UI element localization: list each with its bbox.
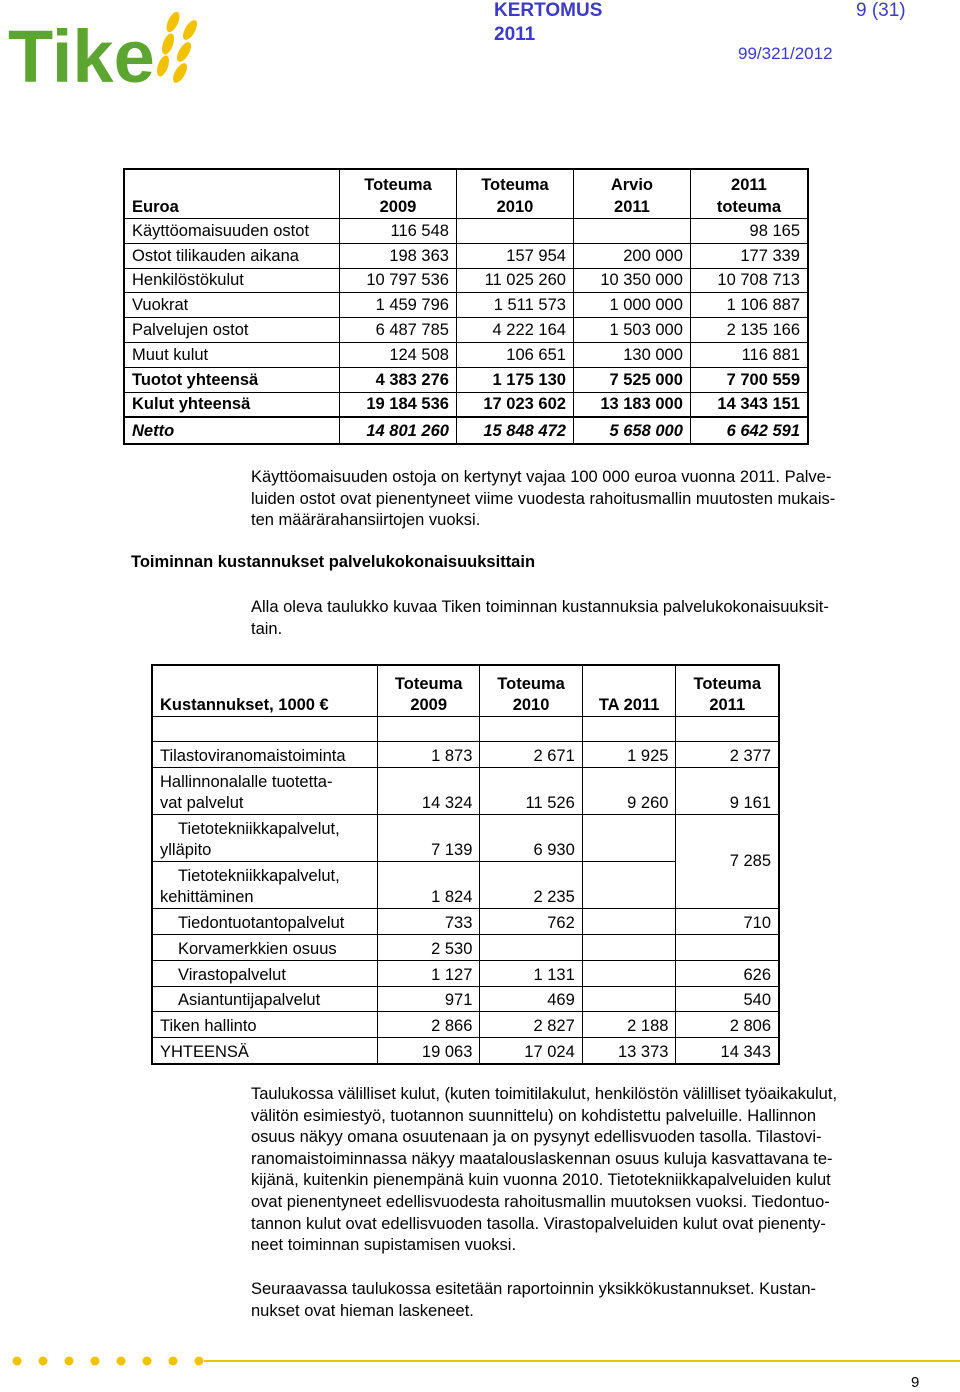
paragraph-indirect-costs: Taulukossa välilliset kulut, (kuten toimitilakulut, henkilöstön välilliset työaikakulut, välitön esimiestyö, tuotannon suunnittelu) on kohdistettu palveluille. Hallinnon osuus näkyy omana osuutenaan ja on pysynyt edellisvuoden tasolla. Tilastovi- ranomaistoiminnassa näkyy maatalouslaskennan osuus kuluja kasvattavana te- kijänä, kuitenkin pienempänä kuin vuonna 2010. Tietotekniikkapalveluiden kulut ovat pienentyneet edellisvuodesta rahoitusmallin muutoksen vuoksi. Tiedontuo- tannon kulut ovat edellisvuoden tasolla. Virastopalveluiden kulut ovat pienenty- neet toiminnan supistamisen vuoksi. (251, 1085, 838, 1255)
cell-value: 7 700 559 (690, 367, 808, 392)
cell-value: 11 025 260 (456, 268, 573, 293)
cell-value: 1 511 573 (456, 293, 573, 318)
cell-value: 2 806 (676, 1012, 779, 1038)
cell-value: 2 827 (480, 1012, 582, 1038)
cell-value: 1 925 (582, 742, 676, 768)
cell-value: 6 642 591 (690, 417, 808, 444)
cell-value (582, 960, 676, 986)
row-label: Tiken hallinto (152, 1012, 378, 1038)
page-info: 9 (31) (856, 0, 906, 21)
paragraph-table-intro: Alla oleva taulukko kuvaa Tiken toiminnan kustannuksia palvelukokonaisuuksit- tain. (251, 598, 829, 638)
merged-it-total: 7 285 (676, 814, 779, 908)
wheat-icon (155, 10, 200, 85)
cell-value: 1 503 000 (573, 318, 690, 343)
row-label: Asiantuntijapalvelut (152, 986, 378, 1012)
logo-text: Tike (8, 15, 155, 88)
cell-value (582, 908, 676, 934)
cell-value: 14 343 151 (690, 392, 808, 417)
row-label: Kulut yhteensä (124, 392, 340, 417)
table-row (124, 293, 808, 318)
cell-value: 1 824 (378, 861, 480, 908)
column-header: Kustannukset, 1000 € (152, 665, 378, 717)
row-label: Vuokrat (124, 293, 340, 318)
cell-value (573, 219, 690, 244)
cell-value: 13 373 (582, 1038, 676, 1065)
cell-value: 14 801 260 (340, 417, 457, 444)
cell-value (676, 934, 779, 960)
column-header: Toteuma 2009 (378, 665, 480, 717)
cell-value (582, 934, 676, 960)
cell-value: 1 106 887 (690, 293, 808, 318)
row-label: Muut kulut (124, 342, 340, 367)
cell-value: 971 (378, 986, 480, 1012)
cell-value: 17 024 (480, 1038, 582, 1065)
row-label: Ostot tilikauden aikana (124, 243, 340, 268)
column-header: Toteuma 2010 (480, 665, 582, 717)
cell-value: 7 525 000 (573, 367, 690, 392)
cell-value: 2 188 (582, 1012, 676, 1038)
cell-value: 5 658 000 (573, 417, 690, 444)
table-row (152, 767, 779, 814)
cell-value: 2 530 (378, 934, 480, 960)
table-row (124, 243, 808, 268)
cell-value: 198 363 (340, 243, 457, 268)
cell-value: 2 671 (480, 742, 582, 768)
spacer-row (152, 717, 779, 742)
table-row (152, 986, 779, 1012)
cell-value: 9 260 (582, 767, 676, 814)
doc-year-label: 2011 (494, 24, 536, 45)
doc-type-label: KERTOMUS (494, 0, 603, 21)
row-label: Tuotot yhteensä (124, 367, 340, 392)
cell-value: 4 222 164 (456, 318, 573, 343)
cell-value: 1 127 (378, 960, 480, 986)
cell-value: 733 (378, 908, 480, 934)
cell-value: 1 175 130 (456, 367, 573, 392)
table-row (152, 814, 779, 861)
cell-value: 10 350 000 (573, 268, 690, 293)
cost-table-euros (123, 168, 809, 445)
column-header: 2011 toteuma (690, 169, 808, 219)
cell-value: 14 324 (378, 767, 480, 814)
row-label: YHTEENSÄ (152, 1038, 378, 1065)
paragraph-asset-purchases: Käyttöomaisuuden ostoja on kertynyt vajaa 100 000 euroa vuonna 2011. Palve- luiden ostot ovat pienentyneet viime vuodesta rahoitusmallin muutosten mukais- ten määrärahansiirtojen vuoksi. (251, 468, 836, 530)
table-row-total (152, 1038, 779, 1065)
cell-value (582, 814, 676, 861)
cell-value: 14 343 (676, 1038, 779, 1065)
column-header: Toteuma 2011 (676, 665, 779, 717)
row-label: Tiedontuotantopalvelut (152, 908, 378, 934)
cell-value: 2 377 (676, 742, 779, 768)
cell-value (480, 934, 582, 960)
section-heading: Toiminnan kustannukset palvelukokonaisuuksittain (131, 553, 536, 571)
cell-value: 9 161 (676, 767, 779, 814)
cell-value: 4 383 276 (340, 367, 457, 392)
table-row (124, 342, 808, 367)
table-row (152, 960, 779, 986)
cell-value: 17 023 602 (456, 392, 573, 417)
cell-value: 19 063 (378, 1038, 480, 1065)
cell-value (582, 861, 676, 908)
cell-value: 177 339 (690, 243, 808, 268)
cell-value: 2 866 (378, 1012, 480, 1038)
cell-value: 469 (480, 986, 582, 1012)
document-type (494, 0, 602, 48)
cell-value: 116 548 (340, 219, 457, 244)
cell-value (582, 986, 676, 1012)
table-row-total-income (124, 367, 808, 392)
cell-value: 1 873 (378, 742, 480, 768)
row-label: Henkilöstökulut (124, 268, 340, 293)
tike-logo (8, 8, 208, 88)
cell-value: 1 131 (480, 960, 582, 986)
cell-value: 6 930 (480, 814, 582, 861)
row-label: Netto (124, 417, 340, 444)
cell-value: 1 000 000 (573, 293, 690, 318)
column-header: Toteuma 2009 (340, 169, 457, 219)
table-row (152, 908, 779, 934)
column-header: TA 2011 (582, 665, 676, 717)
row-label: Tietotekniikkapalvelut, kehittäminen (152, 861, 378, 908)
cell-value: 626 (676, 960, 779, 986)
cell-value: 2 235 (480, 861, 582, 908)
cell-value: 19 184 536 (340, 392, 457, 417)
cell-value: 540 (676, 986, 779, 1012)
table-header-row (124, 169, 808, 219)
cell-value: 10 797 536 (340, 268, 457, 293)
column-header: Arvio 2011 (573, 169, 690, 219)
cell-value: 130 000 (573, 342, 690, 367)
row-label: Käyttöomaisuuden ostot (124, 219, 340, 244)
table-header-row (152, 665, 779, 717)
table-row (152, 934, 779, 960)
cell-value: 710 (676, 908, 779, 934)
table-row (124, 268, 808, 293)
cell-value: 11 526 (480, 767, 582, 814)
row-label: Palvelujen ostot (124, 318, 340, 343)
cell-value: 6 487 785 (340, 318, 457, 343)
column-header: Toteuma 2010 (456, 169, 573, 219)
cell-value: 157 954 (456, 243, 573, 268)
row-label: Tilastoviranomaistoiminta (152, 742, 378, 768)
table-row-net (124, 417, 808, 444)
paragraph-unit-costs: Seuraavassa taulukossa esitetään raportoinnin yksikkökustannukset. Kustan- nukset ovat hieman laskeneet. (251, 1280, 816, 1320)
cell-value: 1 459 796 (340, 293, 457, 318)
reference-number: 99/321/2012 (738, 44, 833, 63)
cell-value: 7 139 (378, 814, 480, 861)
table-row (152, 742, 779, 768)
footer-dots-decoration (8, 1354, 960, 1368)
row-label: Tietotekniikkapalvelut, ylläpito (152, 814, 378, 861)
cell-value (456, 219, 573, 244)
cell-value: 106 651 (456, 342, 573, 367)
cell-value: 200 000 (573, 243, 690, 268)
table-row (124, 219, 808, 244)
cell-value: 15 848 472 (456, 417, 573, 444)
cell-value: 116 881 (690, 342, 808, 367)
cell-value: 98 165 (690, 219, 808, 244)
table-row (152, 1012, 779, 1038)
cell-value: 13 183 000 (573, 392, 690, 417)
cell-value: 2 135 166 (690, 318, 808, 343)
row-label: Hallinnonalalle tuotetta- vat palvelut (152, 767, 378, 814)
footer-page-number: 9 (911, 1374, 920, 1391)
table-row-total-costs (124, 392, 808, 417)
row-label: Virastopalvelut (152, 960, 378, 986)
cell-value: 762 (480, 908, 582, 934)
row-label: Korvamerkkien osuus (152, 934, 378, 960)
cost-by-service-table (151, 664, 780, 1065)
cell-value: 10 708 713 (690, 268, 808, 293)
cell-value: 124 508 (340, 342, 457, 367)
column-header: Euroa (124, 169, 340, 219)
table-row (124, 318, 808, 343)
